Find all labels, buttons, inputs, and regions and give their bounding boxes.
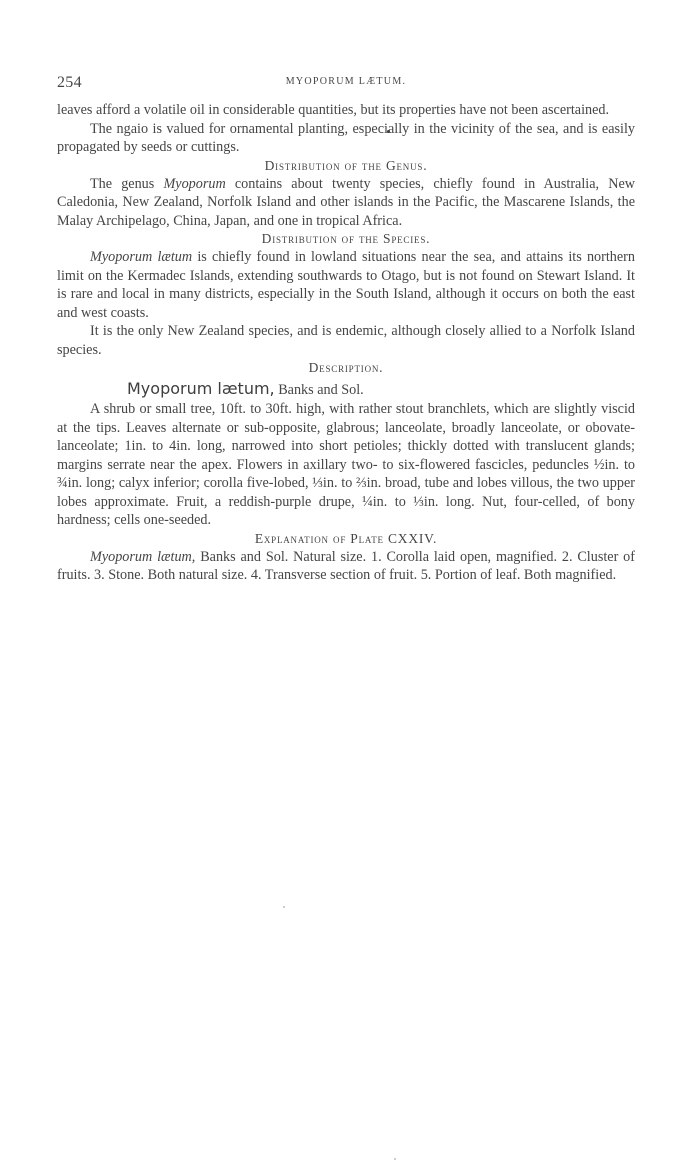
plate-explanation-heading: Explanation of Plate CXXIV.: [254, 530, 438, 546]
species-distribution-paragraph: [57, 248, 635, 322]
genus-distribution-text: contains about twenty species, chiefly found in Australia, New Caledonia, New Zealand, Norfolk Island and other islands in the Pacific, the Mascarene Islands, the Malay Archipelago, China, Japan, and one in tropical Africa.: [57, 175, 635, 229]
species-name: Myoporum lætum: [90, 249, 193, 265]
page-number: 254: [57, 74, 82, 91]
genus-name: Myoporum: [163, 175, 226, 192]
plate-explanation-section: [57, 530, 635, 585]
description-paragraph: A shrub or small tree, 10ft. to 30ft. high, with rather stout branchlets, which are slightly viscid at the tips. Leaves alternate or sub-opposite, glabrous; lanceolate, broadly lanceolate, or obovate-lanceolate; 1in. to 4in. long, narrowed into short petioles; thickly dotted with translucent glands; margins serrate near the apex. Flowers in axillary two- to six-flowered fascicles, peduncles ½in. to ¾in. long; calyx inferior; corolla five-lobed, ⅓in. to ⅔in. broad, tube and lobes villous, the two upper lobes approximate. Fruit, a reddish-purple drupe, ¼in. to ⅓in. long. Nut, four-celled, of bony hardness; cells one-seeded.: [57, 401, 635, 528]
paragraph-leaves-oil: leaves afford a volatile oil in considerable quantities, but its properties have not been ascertained.: [57, 102, 610, 118]
paragraph-ornamental: The ngaio is valued for ornamental planting, especially in the vicinity of the sea, and is easily propagated by seeds or cuttings.: [57, 120, 635, 155]
species-title-name: Myoporum lætum,: [127, 379, 275, 398]
paper-speck: [394, 1158, 396, 1160]
paper-speck: [283, 906, 285, 908]
species-title: [127, 379, 635, 400]
species-distribution-text: is chiefly found in lowland situations near the sea, and attains its northern limit on the Kermadec Islands, extending southwards to Otago, but is not found on Stewart Island. It is rare and local in many districts, especially in the South Island, although it occurs on both the east and west coasts.: [57, 249, 636, 321]
genus-lead: The genus: [90, 175, 155, 192]
plate-species-name: Myoporum lætum,: [90, 548, 196, 565]
page-header: [57, 74, 635, 94]
genus-distribution-paragraph: [57, 175, 635, 231]
plate-explanation-text: Banks and Sol. Natural size. 1. Corolla laid open, magnified. 2. Cluster of fruits. 3. Stone. Both natural size. 4. Transverse section of fruit. 5. Portion of leaf. Both magnified.: [57, 548, 635, 583]
description-heading: Description.: [308, 360, 384, 375]
genus-distribution-heading: Distribution of the Genus.: [264, 157, 428, 173]
species-distribution-heading: Distribution of the Species.: [261, 231, 431, 246]
description-section: [57, 359, 635, 530]
genus-distribution-section: [57, 157, 635, 231]
running-head: MYOPORUM LÆTUM.: [285, 76, 407, 87]
species-authority: Banks and Sol.: [278, 382, 364, 398]
page-body: [57, 101, 635, 585]
species-distribution-section: [57, 230, 635, 359]
endemic-paragraph: It is the only New Zealand species, and is endemic, although closely allied to a Norfolk Island species.: [57, 323, 635, 358]
plate-explanation-paragraph: [57, 548, 635, 585]
